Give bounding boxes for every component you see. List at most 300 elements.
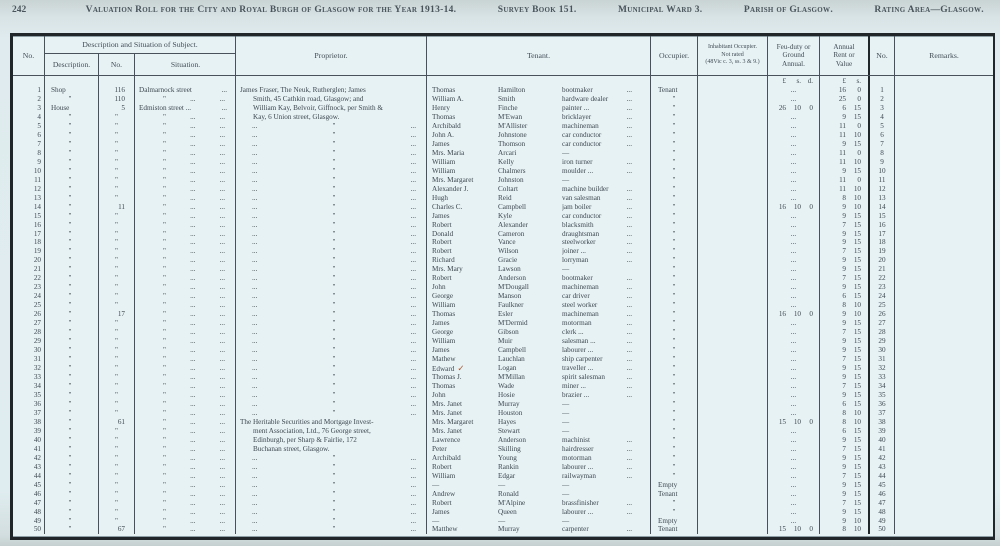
- rent-pounds: 9: [842, 390, 846, 399]
- leader-dots: ...: [219, 274, 225, 283]
- cell-entry-number-right: [870, 95, 895, 104]
- cell-description: [45, 373, 99, 382]
- ditto-mark: ": [672, 292, 676, 301]
- tenant-occupation: carpenter: [562, 525, 589, 534]
- leader-dots: ...: [626, 310, 632, 319]
- cell-proprietor: [236, 149, 427, 158]
- cell-remarks: [895, 463, 993, 472]
- house-number: ": [115, 444, 118, 453]
- description: ": [68, 121, 72, 130]
- cell-proprietor: [236, 221, 427, 230]
- table-row: [13, 525, 993, 534]
- tenant-occupation-wrap: [562, 355, 632, 364]
- cell-house-number: [99, 382, 135, 391]
- tenant-occupation: —: [562, 265, 570, 274]
- leader-dots: ...: [790, 373, 797, 381]
- cell-annual-rent: [820, 472, 870, 481]
- cell-entry-number: [13, 292, 45, 301]
- feu-shillings: 10: [793, 103, 801, 112]
- tenant-surname: Stewart: [498, 426, 520, 435]
- cell-proprietor: [236, 418, 427, 427]
- cell-feu-duty: [768, 409, 820, 418]
- cell-tenant: [427, 265, 651, 274]
- cell-situation: [135, 436, 236, 445]
- ditto-mark: ": [163, 346, 166, 355]
- cell-entry-number-right: [870, 337, 895, 346]
- entry-number: 9: [37, 157, 41, 166]
- cell-occupier: [651, 328, 698, 337]
- tenant-occupation: bricklayer: [562, 112, 592, 121]
- entry-number: 21: [878, 265, 886, 274]
- leader-dots: ...: [190, 417, 196, 426]
- cell-inhabitant-occupier: [698, 382, 768, 391]
- cell-description: [45, 149, 99, 158]
- cell-tenant: [427, 247, 651, 256]
- leader-dots: ...: [190, 444, 196, 453]
- house-number: 110: [114, 94, 125, 103]
- leader-dots: ...: [410, 489, 416, 498]
- ditto-mark: ": [672, 301, 676, 310]
- cell-house-number: [99, 104, 135, 113]
- cell-entry-number-right: [870, 490, 895, 499]
- entry-number: 25: [33, 301, 41, 310]
- leader-dots: ...: [190, 274, 196, 283]
- entry-number: 28: [33, 328, 41, 337]
- leader-dots: ...: [190, 310, 196, 319]
- table-row: [13, 400, 993, 409]
- cell-tenant: [427, 185, 651, 194]
- cell-tenant: [427, 490, 651, 499]
- leader-dots: ...: [219, 462, 225, 471]
- cell-description: [45, 436, 99, 445]
- entry-number: 35: [33, 390, 41, 399]
- leader-dots: ...: [410, 130, 416, 139]
- rent-shillings: 15: [853, 444, 861, 453]
- cell-description: [45, 194, 99, 203]
- cell-description: [45, 283, 99, 292]
- currency-spacer: [135, 76, 236, 86]
- cell-remarks: [895, 113, 993, 122]
- cell-remarks: [895, 445, 993, 454]
- entry-number: 32: [33, 364, 41, 373]
- rent-shillings: 15: [853, 381, 861, 390]
- cell-proprietor: [236, 122, 427, 131]
- house-number: ": [115, 229, 118, 238]
- cell-house-number: [99, 158, 135, 167]
- cell-proprietor: [236, 346, 427, 355]
- cell-proprietor: [236, 400, 427, 409]
- ditto-mark: ": [672, 462, 676, 471]
- leader-dots: ...: [190, 426, 196, 435]
- cell-remarks: [895, 427, 993, 436]
- cell-proprietor: [236, 274, 427, 283]
- leader-dots: ...: [410, 184, 416, 193]
- leader-dots: ...: [410, 525, 416, 534]
- leader-dots: ...: [252, 328, 258, 337]
- ditto-mark: ": [332, 283, 336, 292]
- cell-entry-number: [13, 391, 45, 400]
- entry-number: 50: [878, 525, 886, 534]
- tenant-occupation-wrap: [562, 185, 632, 194]
- cell-entry-number: [13, 149, 45, 158]
- tenant-occupation: motorman: [562, 453, 592, 462]
- cell-house-number: [99, 328, 135, 337]
- leader-dots: ...: [252, 381, 258, 390]
- tenant-forename: George: [432, 328, 454, 337]
- house-number: ": [115, 184, 118, 193]
- tenant-occupation: —: [562, 399, 570, 408]
- cell-entry-number-right: [870, 104, 895, 113]
- leader-dots: ...: [790, 256, 797, 265]
- cell-description: [45, 481, 99, 490]
- entry-number: 39: [878, 426, 886, 435]
- cell-entry-number: [13, 517, 45, 526]
- tenant-forename: Donald: [432, 229, 454, 238]
- tenant-occupation: salesman ...: [562, 337, 596, 346]
- leader-dots: ...: [626, 301, 632, 310]
- rent-shillings: 15: [853, 103, 861, 112]
- cell-inhabitant-occupier: [698, 418, 768, 427]
- rent-pounds: 11: [839, 121, 846, 130]
- cell-situation: [135, 230, 236, 239]
- cell-occupier: [651, 203, 698, 212]
- cell-occupier: [651, 427, 698, 436]
- entry-number: 11: [878, 175, 886, 184]
- table-row: [13, 454, 993, 463]
- cell-entry-number: [13, 247, 45, 256]
- cell-inhabitant-occupier: [698, 86, 768, 95]
- rent-shillings: 15: [853, 220, 861, 229]
- cell-occupier: [651, 355, 698, 364]
- leader-dots: ...: [252, 355, 258, 364]
- tenant-occupation: —: [562, 516, 570, 525]
- description: ": [68, 435, 72, 444]
- header-annual-rent: [820, 36, 870, 75]
- table-row: [13, 203, 993, 212]
- cell-proprietor: [236, 319, 427, 328]
- house-number: ": [115, 471, 118, 480]
- tenant-occupation-wrap: [562, 212, 632, 221]
- leader-dots: ...: [219, 247, 225, 256]
- tenant-surname: Wade: [498, 381, 515, 390]
- leader-dots: ...: [252, 390, 258, 399]
- ditto-mark: ": [672, 435, 676, 444]
- leader-dots: ...: [626, 157, 632, 166]
- leader-dots: ...: [410, 471, 416, 480]
- leader-dots: ...: [790, 220, 797, 229]
- cell-proprietor: [236, 86, 427, 95]
- description: ": [68, 516, 72, 525]
- rent-shillings: 15: [853, 292, 861, 301]
- ditto-mark: ": [672, 498, 676, 507]
- cell-proprietor: [236, 355, 427, 364]
- tenant-surname: Vance: [498, 238, 516, 247]
- cell-proprietor: [236, 176, 427, 185]
- tenant-occupation-wrap: [562, 436, 632, 445]
- ditto-mark: ": [163, 292, 166, 301]
- leader-dots: ...: [790, 121, 797, 130]
- rent-pounds: 6: [842, 292, 846, 301]
- cell-annual-rent: [820, 274, 870, 283]
- ditto-mark: ": [332, 292, 336, 301]
- ditto-mark: ": [672, 471, 676, 480]
- leader-dots: ...: [219, 364, 225, 373]
- house-number: ": [115, 274, 118, 283]
- entry-number: 3: [880, 103, 884, 112]
- cell-entry-number-right: [870, 481, 895, 490]
- entry-number: 15: [878, 211, 886, 220]
- tenant-surname: M'Dermid: [498, 319, 528, 328]
- tenant-occupation-wrap: [562, 418, 632, 427]
- tenant-surname: Young: [498, 453, 517, 462]
- cell-occupier: [651, 499, 698, 508]
- leader-dots: ...: [190, 435, 196, 444]
- house-number: ": [115, 489, 118, 498]
- leader-dots: ...: [252, 148, 258, 157]
- rent-shillings: 15: [853, 211, 861, 220]
- ditto-mark: ": [332, 489, 336, 498]
- tenant-forename: Robert: [432, 220, 452, 229]
- leader-dots: ...: [626, 435, 632, 444]
- cell-description: [45, 122, 99, 131]
- ditto-mark: ": [163, 112, 166, 121]
- cell-annual-rent: [820, 283, 870, 292]
- leader-dots: ...: [790, 292, 797, 301]
- cell-tenant: [427, 212, 651, 221]
- header-label: Inhabitant Occupier.: [708, 44, 757, 51]
- rent-pounds: 9: [842, 139, 846, 148]
- leader-dots: ...: [190, 525, 196, 534]
- tenant-occupation: —: [562, 480, 570, 489]
- cell-inhabitant-occupier: [698, 328, 768, 337]
- rent-shillings: 0: [857, 94, 861, 103]
- cell-occupier: [651, 104, 698, 113]
- leader-dots: ...: [626, 498, 632, 507]
- cell-inhabitant-occupier: [698, 122, 768, 131]
- rent-pounds: 9: [842, 265, 846, 274]
- ditto-mark: ": [672, 408, 676, 417]
- ditto-mark: ": [332, 319, 336, 328]
- leader-dots: ...: [252, 283, 258, 292]
- leader-dots: ...: [790, 238, 797, 247]
- entry-number: 42: [878, 453, 886, 462]
- cell-situation: [135, 158, 236, 167]
- ditto-mark: ": [163, 238, 166, 247]
- description: ": [68, 319, 72, 328]
- cell-situation: [135, 400, 236, 409]
- cell-house-number: [99, 247, 135, 256]
- table-row: [13, 283, 993, 292]
- cell-feu-duty: [768, 346, 820, 355]
- ditto-mark: ": [163, 355, 166, 364]
- house-number: ": [115, 498, 118, 507]
- cell-feu-duty: [768, 185, 820, 194]
- tenant-occupation-wrap: [562, 427, 632, 436]
- rent-pounds: 8: [842, 408, 846, 417]
- cell-remarks: [895, 283, 993, 292]
- tenant-occupation: moulder ...: [562, 166, 594, 175]
- tenant-forename: Robert: [432, 462, 452, 471]
- ditto-mark: ": [332, 229, 336, 238]
- cell-house-number: [99, 418, 135, 427]
- cell-proprietor: [236, 310, 427, 319]
- cell-tenant: [427, 104, 651, 113]
- description: ": [68, 139, 72, 148]
- entry-number: 44: [33, 471, 41, 480]
- cell-inhabitant-occupier: [698, 274, 768, 283]
- leader-dots: ...: [190, 184, 196, 193]
- rent-shillings: 15: [853, 283, 861, 292]
- cell-entry-number-right: [870, 355, 895, 364]
- cell-inhabitant-occupier: [698, 319, 768, 328]
- leader-dots: ...: [219, 202, 225, 211]
- cell-entry-number: [13, 355, 45, 364]
- rent-shillings: 10: [853, 516, 861, 525]
- cell-house-number: [99, 490, 135, 499]
- cell-situation: [135, 472, 236, 481]
- tenant-forename: James: [432, 507, 450, 516]
- ditto-mark: ": [163, 489, 166, 498]
- tenant-forename: William: [432, 337, 456, 346]
- tenant-surname: Wilson: [498, 247, 519, 256]
- cell-tenant: [427, 400, 651, 409]
- cell-proprietor: [236, 113, 427, 122]
- leader-dots: ...: [410, 193, 416, 202]
- entry-number: 2: [880, 94, 884, 103]
- cell-situation: [135, 104, 236, 113]
- tenant-forename: Mrs. Janet: [432, 408, 462, 417]
- entry-number: 45: [878, 480, 886, 489]
- description: ": [68, 193, 72, 202]
- currency-units-row: [13, 76, 993, 86]
- rent-pounds: 9: [842, 166, 846, 175]
- house-number: ": [115, 211, 118, 220]
- cell-tenant: [427, 472, 651, 481]
- tenant-occupation: steelworker: [562, 238, 596, 247]
- cell-inhabitant-occupier: [698, 149, 768, 158]
- rent-pounds: 9: [842, 489, 846, 498]
- cell-tenant: [427, 445, 651, 454]
- tenant-surname: Reid: [498, 193, 512, 202]
- cell-entry-number: [13, 86, 45, 95]
- tenant-forename: James: [432, 211, 450, 220]
- rent-shillings: 15: [853, 471, 861, 480]
- rating-area-label: Rating Area—Glasgow.: [874, 5, 984, 15]
- cell-annual-rent: [820, 247, 870, 256]
- cell-entry-number-right: [870, 140, 895, 149]
- pound-sign: £: [842, 77, 846, 85]
- cell-house-number: [99, 113, 135, 122]
- cell-feu-duty: [768, 292, 820, 301]
- entry-number: 40: [33, 435, 41, 444]
- cell-house-number: [99, 427, 135, 436]
- cell-tenant: [427, 256, 651, 265]
- leader-dots: ...: [626, 238, 632, 247]
- proprietor-text: Smith, 45 Cathkin road, Glasgow; and: [253, 94, 364, 103]
- rent-shillings: 15: [853, 453, 861, 462]
- cell-proprietor: [236, 283, 427, 292]
- leader-dots: ...: [252, 175, 258, 184]
- tenant-surname: Queen: [498, 507, 517, 516]
- house-number: ": [115, 238, 118, 247]
- cell-description: [45, 167, 99, 176]
- cell-occupier: [651, 176, 698, 185]
- cell-tenant: [427, 373, 651, 382]
- cell-description: [45, 176, 99, 185]
- tenant-surname: Lawson: [498, 265, 521, 274]
- house-number: ": [115, 364, 118, 373]
- entry-number: 41: [33, 444, 41, 453]
- cell-occupier: [651, 391, 698, 400]
- rent-pounds: 7: [842, 444, 846, 453]
- cell-house-number: [99, 230, 135, 239]
- ditto-mark: ": [332, 390, 336, 399]
- cell-feu-duty: [768, 310, 820, 319]
- leader-dots: ...: [219, 112, 225, 121]
- cell-inhabitant-occupier: [698, 391, 768, 400]
- leader-dots: ...: [219, 471, 225, 480]
- cell-house-number: [99, 445, 135, 454]
- rent-shillings: 10: [853, 417, 861, 426]
- tenant-occupation: car driver: [562, 292, 590, 301]
- leader-dots: ...: [190, 139, 196, 148]
- cell-feu-duty: [768, 113, 820, 122]
- tenant-surname: Johnston: [498, 175, 524, 184]
- ditto-mark: ": [332, 381, 336, 390]
- tenant-forename: William: [432, 301, 456, 310]
- cell-remarks: [895, 373, 993, 382]
- leader-dots: ...: [410, 247, 416, 256]
- ditto-mark: ": [672, 319, 676, 328]
- cell-house-number: [99, 499, 135, 508]
- cell-house-number: [99, 221, 135, 230]
- tenant-surname: Gibson: [498, 328, 519, 337]
- entry-number: 32: [878, 364, 886, 373]
- cell-situation: [135, 221, 236, 230]
- ditto-mark: ": [672, 399, 676, 408]
- cell-annual-rent: [820, 373, 870, 382]
- cell-description: [45, 310, 99, 319]
- cell-description: [45, 525, 99, 534]
- tenant-forename: William: [432, 471, 456, 480]
- leader-dots: ...: [219, 130, 225, 139]
- cell-inhabitant-occupier: [698, 463, 768, 472]
- tenant-forename: Lawrence: [432, 435, 461, 444]
- leader-dots: ...: [626, 355, 632, 364]
- cell-description: [45, 140, 99, 149]
- rent-pounds: 6: [842, 426, 846, 435]
- ditto-mark: ": [332, 498, 336, 507]
- leader-dots: ...: [219, 166, 225, 175]
- cell-entry-number-right: [870, 373, 895, 382]
- cell-annual-rent: [820, 364, 870, 373]
- leader-dots: ...: [190, 238, 196, 247]
- leader-dots: ...: [790, 139, 797, 148]
- leader-dots: ...: [626, 86, 632, 94]
- cell-inhabitant-occupier: [698, 517, 768, 526]
- cell-situation: [135, 140, 236, 149]
- leader-dots: ...: [626, 247, 632, 256]
- cell-entry-number: [13, 301, 45, 310]
- leader-dots: ...: [410, 355, 416, 364]
- cell-inhabitant-occupier: [698, 337, 768, 346]
- leader-dots: ...: [626, 274, 632, 283]
- cell-tenant: [427, 113, 651, 122]
- leader-dots: ...: [219, 337, 225, 346]
- entry-number: 38: [878, 417, 886, 426]
- page-header: [12, 5, 984, 25]
- ditto-mark: ": [332, 202, 336, 211]
